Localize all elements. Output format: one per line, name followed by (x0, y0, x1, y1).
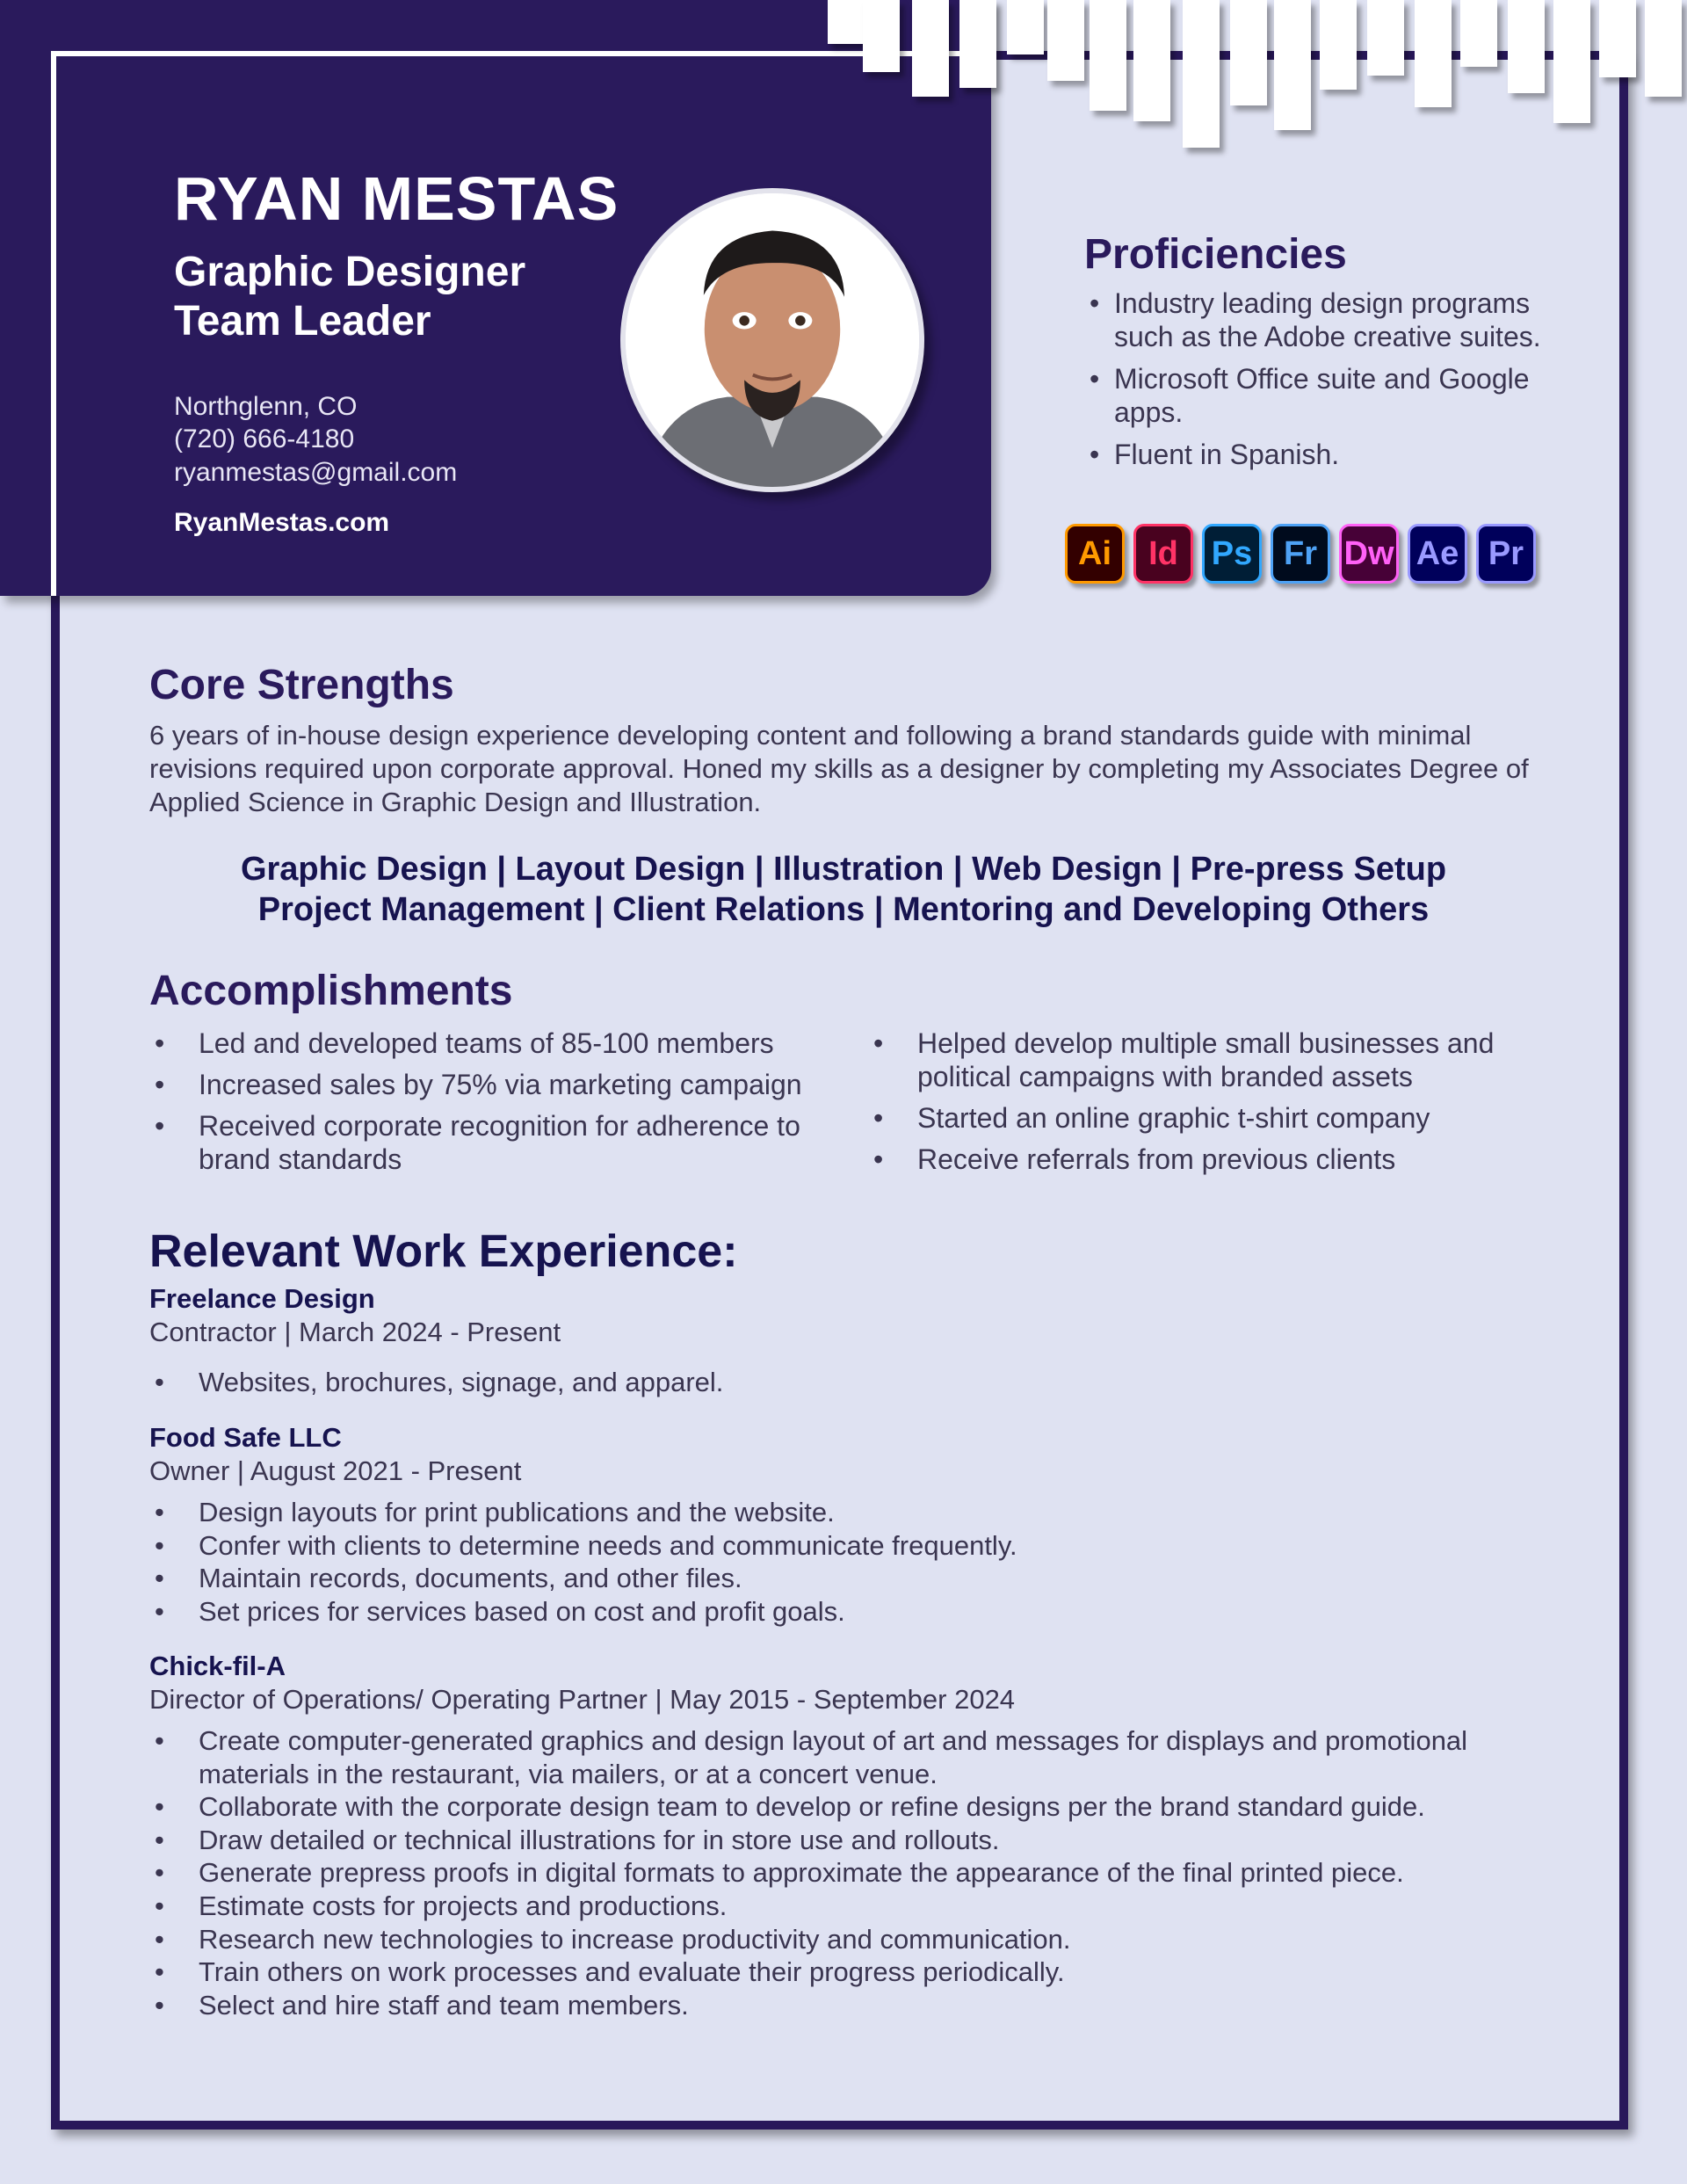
job-duties (149, 1724, 1555, 2021)
work-experience-heading: Relevant Work Experience: (149, 1226, 738, 1277)
decorative-bar (1599, 0, 1636, 77)
job-title-secondary: Team Leader (174, 298, 431, 345)
list-item: • Started an online graphic t-shirt company (868, 1101, 1536, 1135)
app-icon-label: Ps (1211, 534, 1253, 572)
skills-line: Graphic Design | Layout Design | Illustration | Web Design | Pre-press Setup (240, 851, 1447, 888)
list-item: • Websites, brochures, signage, and apparel. (149, 1366, 1555, 1399)
accomplishments-heading: Accomplishments (149, 968, 513, 1014)
job-role-dates: Director of Operations/ Operating Partner | May 2015 - September 2024 (149, 1684, 1016, 1715)
list-item: • Receive referrals from previous clients (868, 1143, 1536, 1176)
app-icon-label: Id (1148, 534, 1178, 572)
list-item: • Confer with clients to determine needs and communicate frequently. (149, 1529, 1555, 1563)
decorative-bar (1090, 0, 1126, 111)
decorative-bar (1230, 0, 1267, 105)
phone[interactable]: (720) 666-4180 (174, 424, 355, 453)
list-item: • Led and developed teams of 85-100 members (149, 1027, 835, 1060)
list-item: • Collaborate with the corporate design team to develop or refine designs per the brand standard guide. (149, 1790, 1555, 1824)
job-company: Freelance Design (149, 1283, 375, 1314)
list-item: • Train others on work processes and evaluate their progress periodically. (149, 1955, 1555, 1989)
premiere-icon (1476, 524, 1536, 584)
core-strengths-summary: 6 years of in-house design experience developing content and following a brand standards guide with minimal revisions required upon corporate approval. Honed my skills as a designer by completing my Associates Degree of Applied Science in Graphic Design and Illustration. (149, 720, 1529, 817)
accomplishments-list-left (149, 1027, 835, 1184)
skills-line: Project Management | Client Relations | Mentoring and Developing Others (257, 891, 1430, 928)
list-item: • Set prices for services based on cost and profit goals. (149, 1595, 1555, 1629)
app-icon-label: Dw (1343, 534, 1394, 572)
decorative-bar (1047, 0, 1084, 81)
app-icon-label: Fr (1284, 534, 1317, 572)
photoshop-icon (1202, 524, 1262, 584)
list-item: • Maintain records, documents, and other files. (149, 1562, 1555, 1595)
dreamweaver-icon (1339, 524, 1399, 584)
list-item: • Design layouts for print publications and the website. (149, 1496, 1555, 1529)
list-item: • Draw detailed or technical illustrations for in store use and rollouts. (149, 1824, 1555, 1857)
list-item: • Generate prepress proofs in digital formats to approximate the appearance of the final printed piece. (149, 1856, 1555, 1890)
email[interactable]: ryanmestas@gmail.com (174, 458, 458, 487)
job-title: Graphic Designer (174, 249, 526, 295)
decorative-bar (1183, 0, 1220, 148)
list-item: • Research new technologies to increase productivity and communication. (149, 1923, 1555, 1956)
list-item: • Industry leading design programs such as the Adobe creative suites. (1088, 287, 1545, 353)
header-accent-line (51, 51, 56, 596)
portrait-image (626, 193, 919, 487)
candidate-name: RYAN MESTAS (174, 164, 619, 233)
list-item: • Fluent in Spanish. (1088, 438, 1545, 471)
job-company: Food Safe LLC (149, 1422, 342, 1453)
app-icon-label: Ai (1078, 534, 1111, 572)
list-item: • Received corporate recognition for adherence to brand standards (149, 1109, 835, 1176)
after-effects-icon (1408, 524, 1467, 584)
job-role-dates: Owner | August 2021 - Present (149, 1455, 522, 1486)
decorative-bar (959, 0, 996, 88)
list-item: • Estimate costs for projects and productions. (149, 1890, 1555, 1923)
list-item: • Increased sales by 75% via marketing campaign (149, 1068, 835, 1101)
decorative-bar (1508, 0, 1545, 93)
decorative-bar (1553, 0, 1590, 123)
decorative-bar (1133, 0, 1170, 121)
proficiencies-list (1088, 287, 1545, 480)
decorative-bars (817, 0, 1687, 158)
decorative-bar (1460, 0, 1497, 67)
illustrator-icon (1065, 524, 1125, 584)
app-icon-label: Pr (1488, 534, 1524, 572)
list-item: • Select and hire staff and team members. (149, 1989, 1555, 2022)
location: Northglenn, CO (174, 392, 358, 421)
fresco-icon (1271, 524, 1330, 584)
decorative-bar (1007, 0, 1044, 54)
job-duties (149, 1366, 1555, 1399)
decorative-bar (1415, 0, 1452, 107)
proficiencies-heading: Proficiencies (1084, 231, 1347, 278)
decorative-bar (912, 0, 949, 97)
website-link[interactable]: RyanMestas.com (174, 508, 390, 537)
decorative-bar (1645, 0, 1682, 97)
app-icon-label: Ae (1415, 534, 1459, 572)
accomplishments-list-right (868, 1027, 1536, 1184)
list-item: • Helped develop multiple small businesses and political campaigns with branded assets (868, 1027, 1536, 1093)
list-item: • Microsoft Office suite and Google apps. (1088, 362, 1545, 429)
job-company: Chick-fil-A (149, 1651, 286, 1681)
job-role-dates: Contractor | March 2024 - Present (149, 1317, 561, 1347)
list-item: • Create computer-generated graphics and design layout of art and messages for displays and promotional materials in the restaurant, via mailers, or at a concert venue. (149, 1724, 1555, 1790)
job-duties (149, 1496, 1555, 1628)
decorative-bar (1320, 0, 1357, 90)
decorative-bar (1274, 0, 1311, 130)
decorative-bar (1367, 0, 1404, 76)
profile-photo (620, 188, 924, 492)
indesign-icon (1133, 524, 1193, 584)
core-strengths-heading: Core Strengths (149, 662, 454, 708)
decorative-bar (863, 0, 900, 72)
decorative-bar (828, 0, 865, 44)
